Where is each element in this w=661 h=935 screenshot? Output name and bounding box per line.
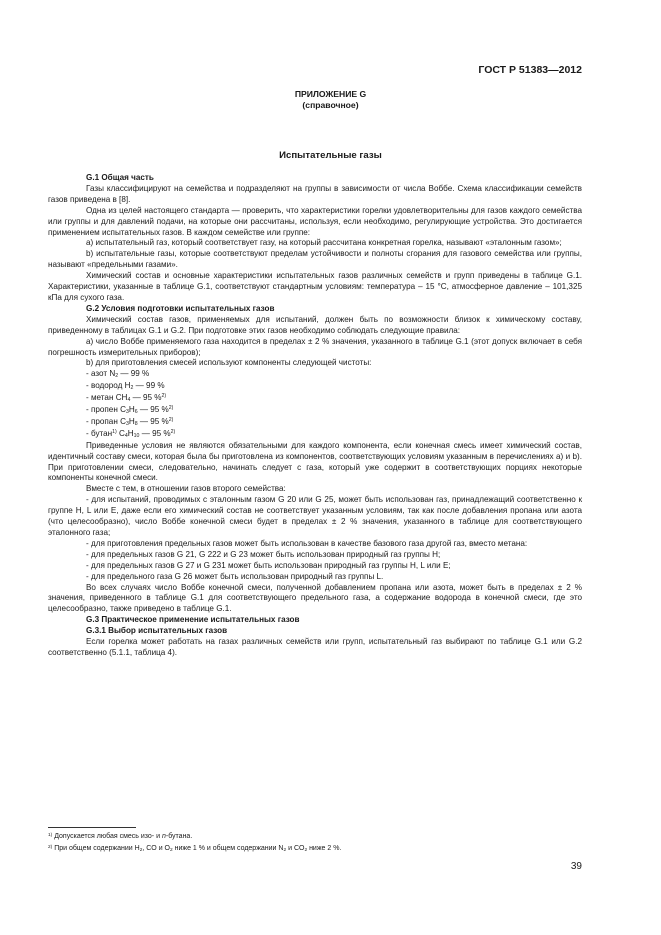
- list-item: a) испытательный газ, который соответствует газу, на который рассчитана конкретная горелка, называют «эталонным газом»;: [86, 238, 562, 248]
- section-heading-g1: G.1 Общая часть: [86, 173, 154, 182]
- annex-title: ПРИЛОЖЕНИЕ G: [294, 89, 367, 99]
- page-number: 39: [570, 861, 582, 872]
- section-heading-g2: G.2 Условия подготовки испытательных газов: [86, 303, 275, 313]
- list-item: - для предельных газов G 27 и G 231 может быть использован природный газ группы H, L или E;: [86, 560, 451, 570]
- purity-item-butane: - бутан$^{1)}$ C4H10 — 95 %$^{2)}$: [86, 428, 176, 439]
- purity-item-methane: - метан CH4 — 95 %$^{2)}$: [86, 393, 167, 404]
- paragraph: Вместе с тем, в отношении газов второго семейства:: [86, 484, 286, 494]
- document-title: Испытательные газы: [279, 150, 382, 161]
- paragraph: Одна из целей настоящего стандарта — проверить, что характеристики горелки удовлетворительны для газов каждого семейства или группы и для давлений подачи, на которые они рассчитаны, используя, если необходимо, регулирующие устройства. Это достигается применением испытательных газов. В каждом семействе или группе:: [48, 205, 582, 237]
- purity-item-nitrogen: - азот N2 — 99 %: [86, 369, 150, 380]
- paragraph: Химический состав газов, применяемых для испытаний, должен быть по возможности близок к химическому составу, приведенному в таблицах G.1 и G.2. При подготовке этих газов необходимо соблюдать следующие правила:: [48, 314, 582, 335]
- paragraph: Если горелка может работать на газах различных семейств или групп, испытательный газ выбирают по таблице G.1 или G.2 соответственно (5.1.1, таблица 4).: [48, 637, 582, 657]
- paragraph: Химический состав и основные характеристики испытательных газов различных семейств и групп приведены в таблице G.1. Характеристики, указанные в таблице G.1, соответствуют стандартным условиям: температура – 15 °С, атмосферное давление – 101,325 кПа для сухого газа.: [48, 271, 582, 302]
- paragraph: Приведенные условия не являются обязательными для каждого компонента, если конечная смесь имеет химический состав, идентичный составу смеси, которая была бы приготовлена из компонентов, соответствующих условиям указанным в перечислениях a) и b). При приготовлении смеси, следовательно, начинать следует с газа, который уже содержит в соответствующих порциях некоторые компоненты конечной смеси.: [48, 440, 582, 483]
- list-item: - для приготовления предельных газов может быть использован в качестве базового газа другой газ, вместо метана:: [86, 538, 528, 548]
- list-item: - для предельного газа G 26 может быть использован природный газ группы L.: [86, 571, 384, 581]
- paragraph: Во всех случаях число Воббе конечной смеси, полученной добавлением пропана или азота, может быть в пределах ± 2 % значения, приведенного в таблице G.1 для соответствующего предельного газа, а содержание водорода в конечной смеси, где это целесообразно, также приведено в таблице G.1.: [48, 582, 582, 614]
- annex-subtitle: (справочное): [302, 100, 359, 110]
- list-item: b) для приготовления смесей используют компоненты следующей чистоты:: [86, 358, 372, 368]
- body-text: [48, 173, 582, 659]
- purity-item-propene: - пропен C3H6 — 95 %$^{2)}$: [86, 405, 174, 416]
- list-item: b) испытательные газы, которые соответствуют пределам устойчивости и полноты сгорания для газового семейства или группы, называют «предельными газами».: [48, 249, 582, 270]
- list-item: - для испытаний, проводимых с эталонным газом G 20 или G 25, может быть использован газ, принадлежащий соответственно к группе H, L или E, даже если его химический состав не соответствует указанным условиям, так как после добавления пропана или азота (что целесообразно), число Воббе конечной смеси будет в пределах ± 2 % значения, указанного в таблице для соответствующего эталонного газа;: [48, 495, 582, 537]
- footnote-divider: [48, 827, 136, 828]
- purity-item-hydrogen: - водород H2 — 99 %: [86, 381, 165, 392]
- list-item: a) число Воббе применяемого газа находится в пределах ± 2 % значения, указанного в таблице G.1 (этот допуск включает в себя погрешность измерительных приборов);: [48, 336, 582, 357]
- section-heading-g3: G.3 Практическое применение испытательных газов: [86, 615, 300, 625]
- standard-header: ГОСТ Р 51383—2012: [478, 64, 582, 76]
- purity-item-propane: - пропан C3H8 — 95 %$^{2)}$: [86, 416, 174, 427]
- paragraph: Газы классифицируют на семейства и подразделяют на группы в зависимости от числа Воббе. Схема классификации семейств газов приведена в [8].: [48, 183, 582, 204]
- list-item: - для предельных газов G 21, G 222 и G 23 может быть использован природный газ группы H;: [86, 549, 441, 559]
- footnotes: [48, 831, 582, 855]
- footnote-2: $^{2)}$ При общем содержании H2, CO и O2 ниже 1 % и общем содержании N2 и CO2 ниже 2 %.: [48, 844, 342, 853]
- footnote-1: $^{1)}$ Допускается любая смесь изо- и n-бутана.: [48, 832, 193, 840]
- subsection-heading-g31: G.3.1 Выбор испытательных газов: [86, 626, 228, 636]
